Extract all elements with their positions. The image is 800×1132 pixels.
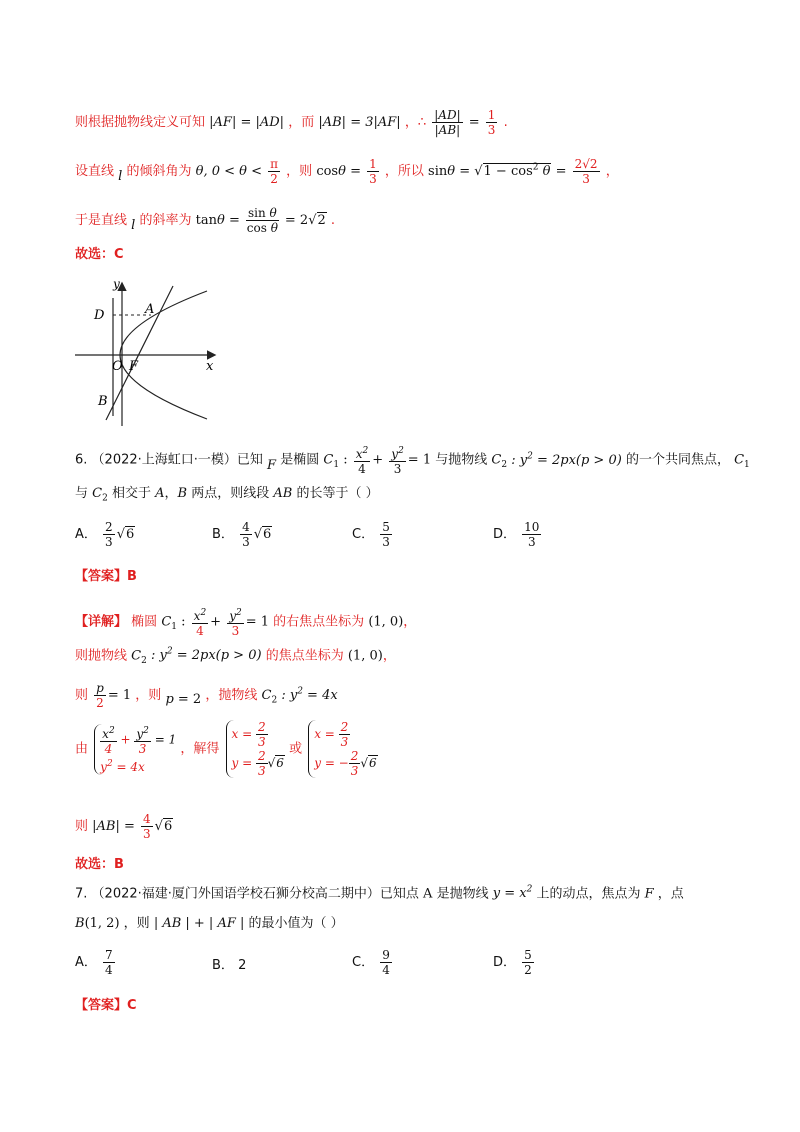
text-fragment: ，解得 xyxy=(180,741,220,757)
math-x2-over-4: $\frac{x^2}{4}$ xyxy=(355,446,369,476)
question6-choice: 故选：B xyxy=(75,857,124,872)
solution-one: x = $\frac{2}{3}$ y = $\frac{2}{3}$ √6 xyxy=(226,720,285,778)
label-y: y xyxy=(113,278,120,291)
text-fragment: 与 xyxy=(75,486,89,501)
text-fragment: ，∴ xyxy=(404,115,427,130)
question7-answer: 【答案】C xyxy=(75,998,137,1013)
text-fragment: 或 xyxy=(289,741,303,757)
text-fragment: 的焦点坐标为 xyxy=(265,648,344,664)
option-b[interactable]: B． $\frac{4}{3}$ √6 xyxy=(212,520,272,549)
question6-detail-5: 则 |AB| = $\frac{4}{3}$ √6 xyxy=(75,812,173,841)
question6-detail-2: 则抛物线 $C_2$ : $y^2 = 2px(p > 0)$ 的焦点坐标为 (1, 0)， xyxy=(75,647,396,666)
text-fragment: 的一个共同焦点， xyxy=(625,452,730,468)
question6-detail-1: 【详解】 椭圆 $C_1$ : $\frac{x^2}{4}$ + $\frac{y^2}{3}$ = 1 的右焦点坐标为 (1, 0)， xyxy=(75,608,417,638)
label-b: B xyxy=(98,394,108,409)
question6-line-2: 与 $C_2$ 相交于 A，B 两点，则线段 AB 的长等于（ ） xyxy=(75,486,379,504)
math-ad-over-ab: $\frac{|AD|}{|AB|}$ xyxy=(434,108,461,137)
question6-detail-4 xyxy=(75,720,378,778)
solution-line-1: 则根据抛物线定义可知 |AF| = |AD| ，而 |AB| = 3|AF| ，∴ $\frac{|AD|}{|AB|}$ = $\frac{1}{3}$ . xyxy=(75,108,508,137)
math-ab-eq-3af: |AB| = 3|AF| xyxy=(318,115,401,130)
text-fragment: 的右焦点坐标为 xyxy=(273,614,365,630)
math-af-eq-ad: |AF| = |AD| xyxy=(209,115,285,130)
label-a: A xyxy=(145,302,155,317)
question7-line-2: B(1, 2) ，则 | AB | + | AF | 的最小值为（ ） xyxy=(75,916,344,931)
text-fragment: 的最小值为（ ） xyxy=(248,916,344,931)
solution-two: x = $\frac{2}{3}$ y = − $\frac{2}{3}$ √6 xyxy=(308,720,377,778)
math-theta-range: θ, 0 < θ < xyxy=(195,164,262,179)
text-fragment: 两点，则线段 xyxy=(191,486,270,501)
option-c[interactable]: C． $\frac{5}{3}$ xyxy=(352,520,390,549)
text-fragment: ，则 xyxy=(286,164,313,179)
label-d: D xyxy=(94,308,105,323)
option-c[interactable]: C． $\frac{9}{4}$ xyxy=(352,948,390,977)
option-d[interactable]: D． $\frac{10}{3}$ xyxy=(493,520,540,549)
text-fragment: ，而 xyxy=(288,115,315,130)
text-fragment: 则 xyxy=(75,819,89,834)
system-of-equations: $\frac{x^2}{4}$ + $\frac{y^2}{3}$ = 1 $y^2 = 4x$ xyxy=(94,724,176,775)
text-fragment: 则抛物线 xyxy=(75,648,128,664)
text-fragment: 由 xyxy=(75,741,89,757)
text-fragment: ，所以 xyxy=(384,164,424,179)
question-number: 6. xyxy=(75,452,88,468)
label-o: O xyxy=(112,359,123,374)
option-d[interactable]: D． $\frac{5}{2}$ xyxy=(493,948,532,977)
text-fragment: 与抛物线 xyxy=(435,452,488,468)
math-one-third: $\frac{1}{3}$ xyxy=(487,108,496,137)
label-f: F xyxy=(129,359,139,374)
text-fragment: 椭圆 xyxy=(131,614,158,630)
question6-detail-3: 则 $\frac{p}{2}$ = 1 ，则 p = 2 ，抛物线 $C_2$ : $y^2 = 4x$ xyxy=(75,681,338,710)
label-x: x xyxy=(206,359,214,374)
text-fragment: 则 xyxy=(75,688,89,703)
detail-label: 【详解】 xyxy=(75,614,128,630)
option-a[interactable]: A． $\frac{2}{3}$ √6 xyxy=(75,520,135,549)
math-sin-value: $\frac{2√2}{3}$ xyxy=(574,157,598,186)
text-fragment: 设直线 xyxy=(75,164,115,179)
solution-line-2: 设直线 l 的倾斜角为 θ, 0 < θ < $\frac{\pi}{2}$ ，则 cosθ = $\frac{1}{3}$ ，所以 $\sin\theta = √1 - \cos^2 \theta$ = $\frac{2√2}{3}$ ， xyxy=(75,157,619,186)
question7-line-1: 7. （2022·福建·厦门外国语学校石狮分校高二期中）已知点 A 是抛物线 $y = x^2$ 上的动点，焦点为 F ，点 xyxy=(75,885,684,902)
text-fragment: 的斜率为 xyxy=(139,213,192,228)
text-fragment: ，抛物线 xyxy=(205,688,258,703)
text-fragment: 则根据抛物线定义可知 xyxy=(75,115,206,130)
math-one-third-cos: $\frac{1}{3}$ xyxy=(369,157,377,186)
question-number: 7. xyxy=(75,886,88,902)
math-y2-over-3: $\frac{y^2}{3}$ xyxy=(391,446,404,476)
question-source: （2022·上海虹口·一模）已知 xyxy=(91,452,263,468)
text-fragment: 是椭圆 xyxy=(280,452,320,468)
text-fragment: ，点 xyxy=(657,886,684,902)
math-pi-over-2: $\frac{\pi}{2}$ xyxy=(270,157,279,186)
text-fragment: 是抛物线 xyxy=(436,886,489,902)
question6-line-1: 6. （2022·上海虹口·一模）已知 F 是椭圆 $C_1$ : $\frac{x^2}{4}$ + $\frac{y^2}{3}$ = 1 与抛物线 $C_2$ : $y^2 = 2px(p > 0)$ 的一个共同焦点， $C_1$ xyxy=(75,446,750,476)
text-fragment: 于是直线 xyxy=(75,213,128,228)
question6-answer: 【答案】B xyxy=(75,569,137,584)
text-fragment: 上的动点，焦点为 xyxy=(536,886,641,902)
math-sin-over-cos: $\frac{\text{sin θ}}{\text{cos θ}}$ xyxy=(246,206,278,235)
option-b[interactable]: B． 2 xyxy=(212,958,247,973)
parabola-figure xyxy=(70,278,230,428)
text-fragment: ，则 xyxy=(123,916,150,931)
option-a[interactable]: A． $\frac{7}{4}$ xyxy=(75,948,113,977)
question-source: （2022·福建·厦门外国语学校石狮分校高二期中）已知点 xyxy=(91,886,419,902)
text-fragment: ，则 xyxy=(135,688,162,703)
solution5-choice: 故选：C xyxy=(75,247,124,262)
solution-line-3: 于是直线 l 的斜率为 tanθ = $\frac{\text{sin θ}}{\text{cos θ}}$ = 2√2 . xyxy=(75,206,336,235)
text-fragment: 的倾斜角为 xyxy=(126,164,192,179)
text-fragment: 的长等于（ ） xyxy=(296,486,379,501)
text-fragment: 相交于 xyxy=(111,486,151,501)
